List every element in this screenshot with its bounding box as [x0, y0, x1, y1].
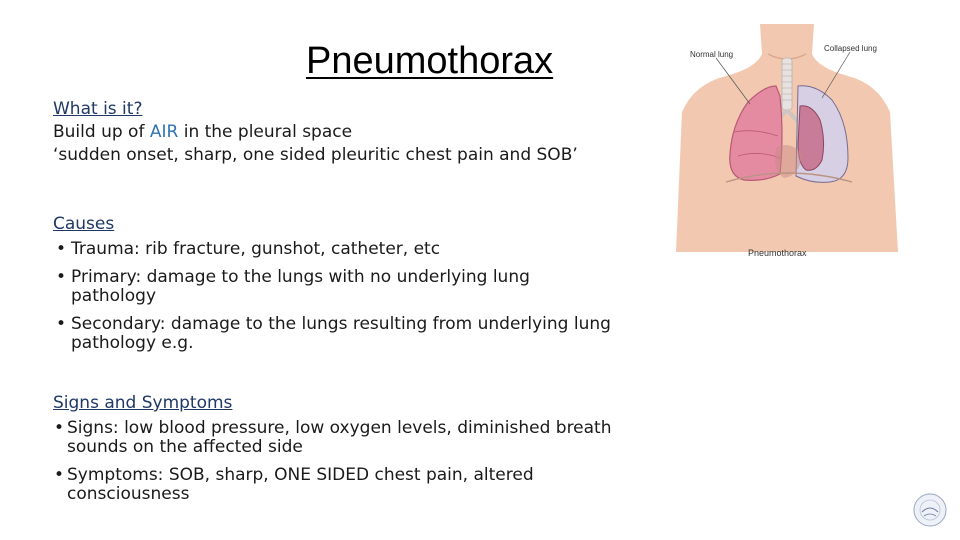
- air-highlight: AIR: [149, 122, 179, 142]
- collapsed-lung-label: Collapsed lung: [824, 44, 877, 53]
- causes-list: [53, 240, 643, 353]
- definition-suffix: in the pleural space: [178, 122, 353, 142]
- signs-heading: Signs and Symptoms: [53, 393, 233, 413]
- signs-list: [53, 419, 648, 504]
- what-is-it-heading: What is it?: [53, 99, 143, 119]
- causes-heading: Causes: [53, 214, 115, 234]
- pneumothorax-illustration: [672, 24, 902, 264]
- definition-prefix: Build up of: [53, 122, 150, 142]
- normal-lung-label: Normal lung: [690, 50, 734, 59]
- figure-caption: Pneumothorax: [748, 248, 807, 258]
- presentation-quote: ‘sudden onset, sharp, one sided pleuritic chest pain and SOB’: [53, 145, 578, 165]
- causes-section: [53, 213, 653, 362]
- list-item: • Signs: low blood pressure, low oxygen levels, diminished breath sounds on the affected side: [53, 419, 648, 457]
- list-item: • Symptoms: SOB, sharp, ONE SIDED chest pain, altered consciousness: [53, 466, 567, 504]
- signs-section: [53, 392, 653, 513]
- definition-line: [53, 121, 653, 144]
- organization-logo: [912, 492, 948, 528]
- list-item: • Trauma: rib fracture, gunshot, catheter, etc: [53, 240, 643, 259]
- list-item: • Secondary: damage to the lungs resulting from underlying lung pathology e.g.: [53, 315, 643, 353]
- what-is-it-section: [53, 98, 653, 167]
- list-item: • Primary: damage to the lungs with no underlying lung pathology: [53, 268, 571, 306]
- slide-title: Pneumothorax: [306, 40, 554, 82]
- torso-lungs-image: [672, 24, 902, 264]
